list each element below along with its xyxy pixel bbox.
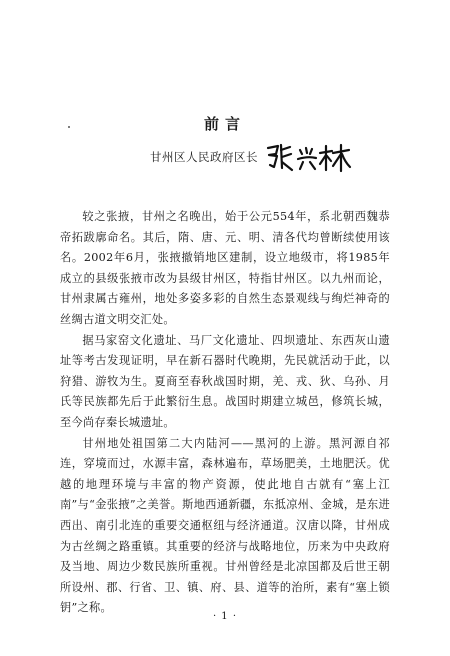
page-title: 前言 <box>203 115 246 133</box>
scan-speck <box>68 126 70 128</box>
author-title: 甘州区人民政府区长 <box>150 150 258 164</box>
paragraph-3: 甘州地处祖国第二大内陆河——黑河的上游。黑河源自祁连，穿境而过，水源丰富，森林遍布，草场肥美，土地肥沃。优越的地理环境与丰富的物产资源，使此地自古就有“塞上江南”与“金张掖”之美誉。斯地西通新疆，东抵凉州、金城，是东进西出、南引北连的重要交通枢纽与经济通道。汉唐以降，甘州成为古丝绸之路重镇。其重要的经济与战略地位，历来为中央政府及当地、周边少数民族所重视。甘州曾经是北凉国都及后世王朝所设州、郡、行省、卫、镇、府、县、道等的治所，素有“塞上锁钥”之称。 <box>60 436 390 615</box>
body-text <box>60 207 390 619</box>
paragraph-1: 较之张掖，甘州之名晚出，始于公元554年，系北朝西魏恭帝拓跋廓命名。其后，隋、唐、元、明、清各代均曾断续使用该名。2002年6月，张掖撤销地区建制，设立地级市，将1985年成立的县级张掖市改为县级甘州区，特指甘州区。以九州而论，甘州隶属古雍州，地处多姿多彩的自然生态景观线与绚烂神奇的丝绸古道文明交汇处。 <box>60 210 390 326</box>
author-line <box>150 140 352 174</box>
handwritten-signature <box>264 140 352 174</box>
page-number: · 1 · <box>212 611 238 622</box>
paragraph-2: 据马家窑文化遗址、马厂文化遗址、四坝遗址、东西灰山遗址等考古发现证明，早在新石器时代晚期，先民就活动于此，以狩猎、游牧为生。夏商至春秋战国时期，羌、戎、狄、乌孙、月氏等民族都先后于此繁衍生息。战国时期建立城邑，修筑长城，至今尚存秦长城遗址。 <box>60 333 390 429</box>
